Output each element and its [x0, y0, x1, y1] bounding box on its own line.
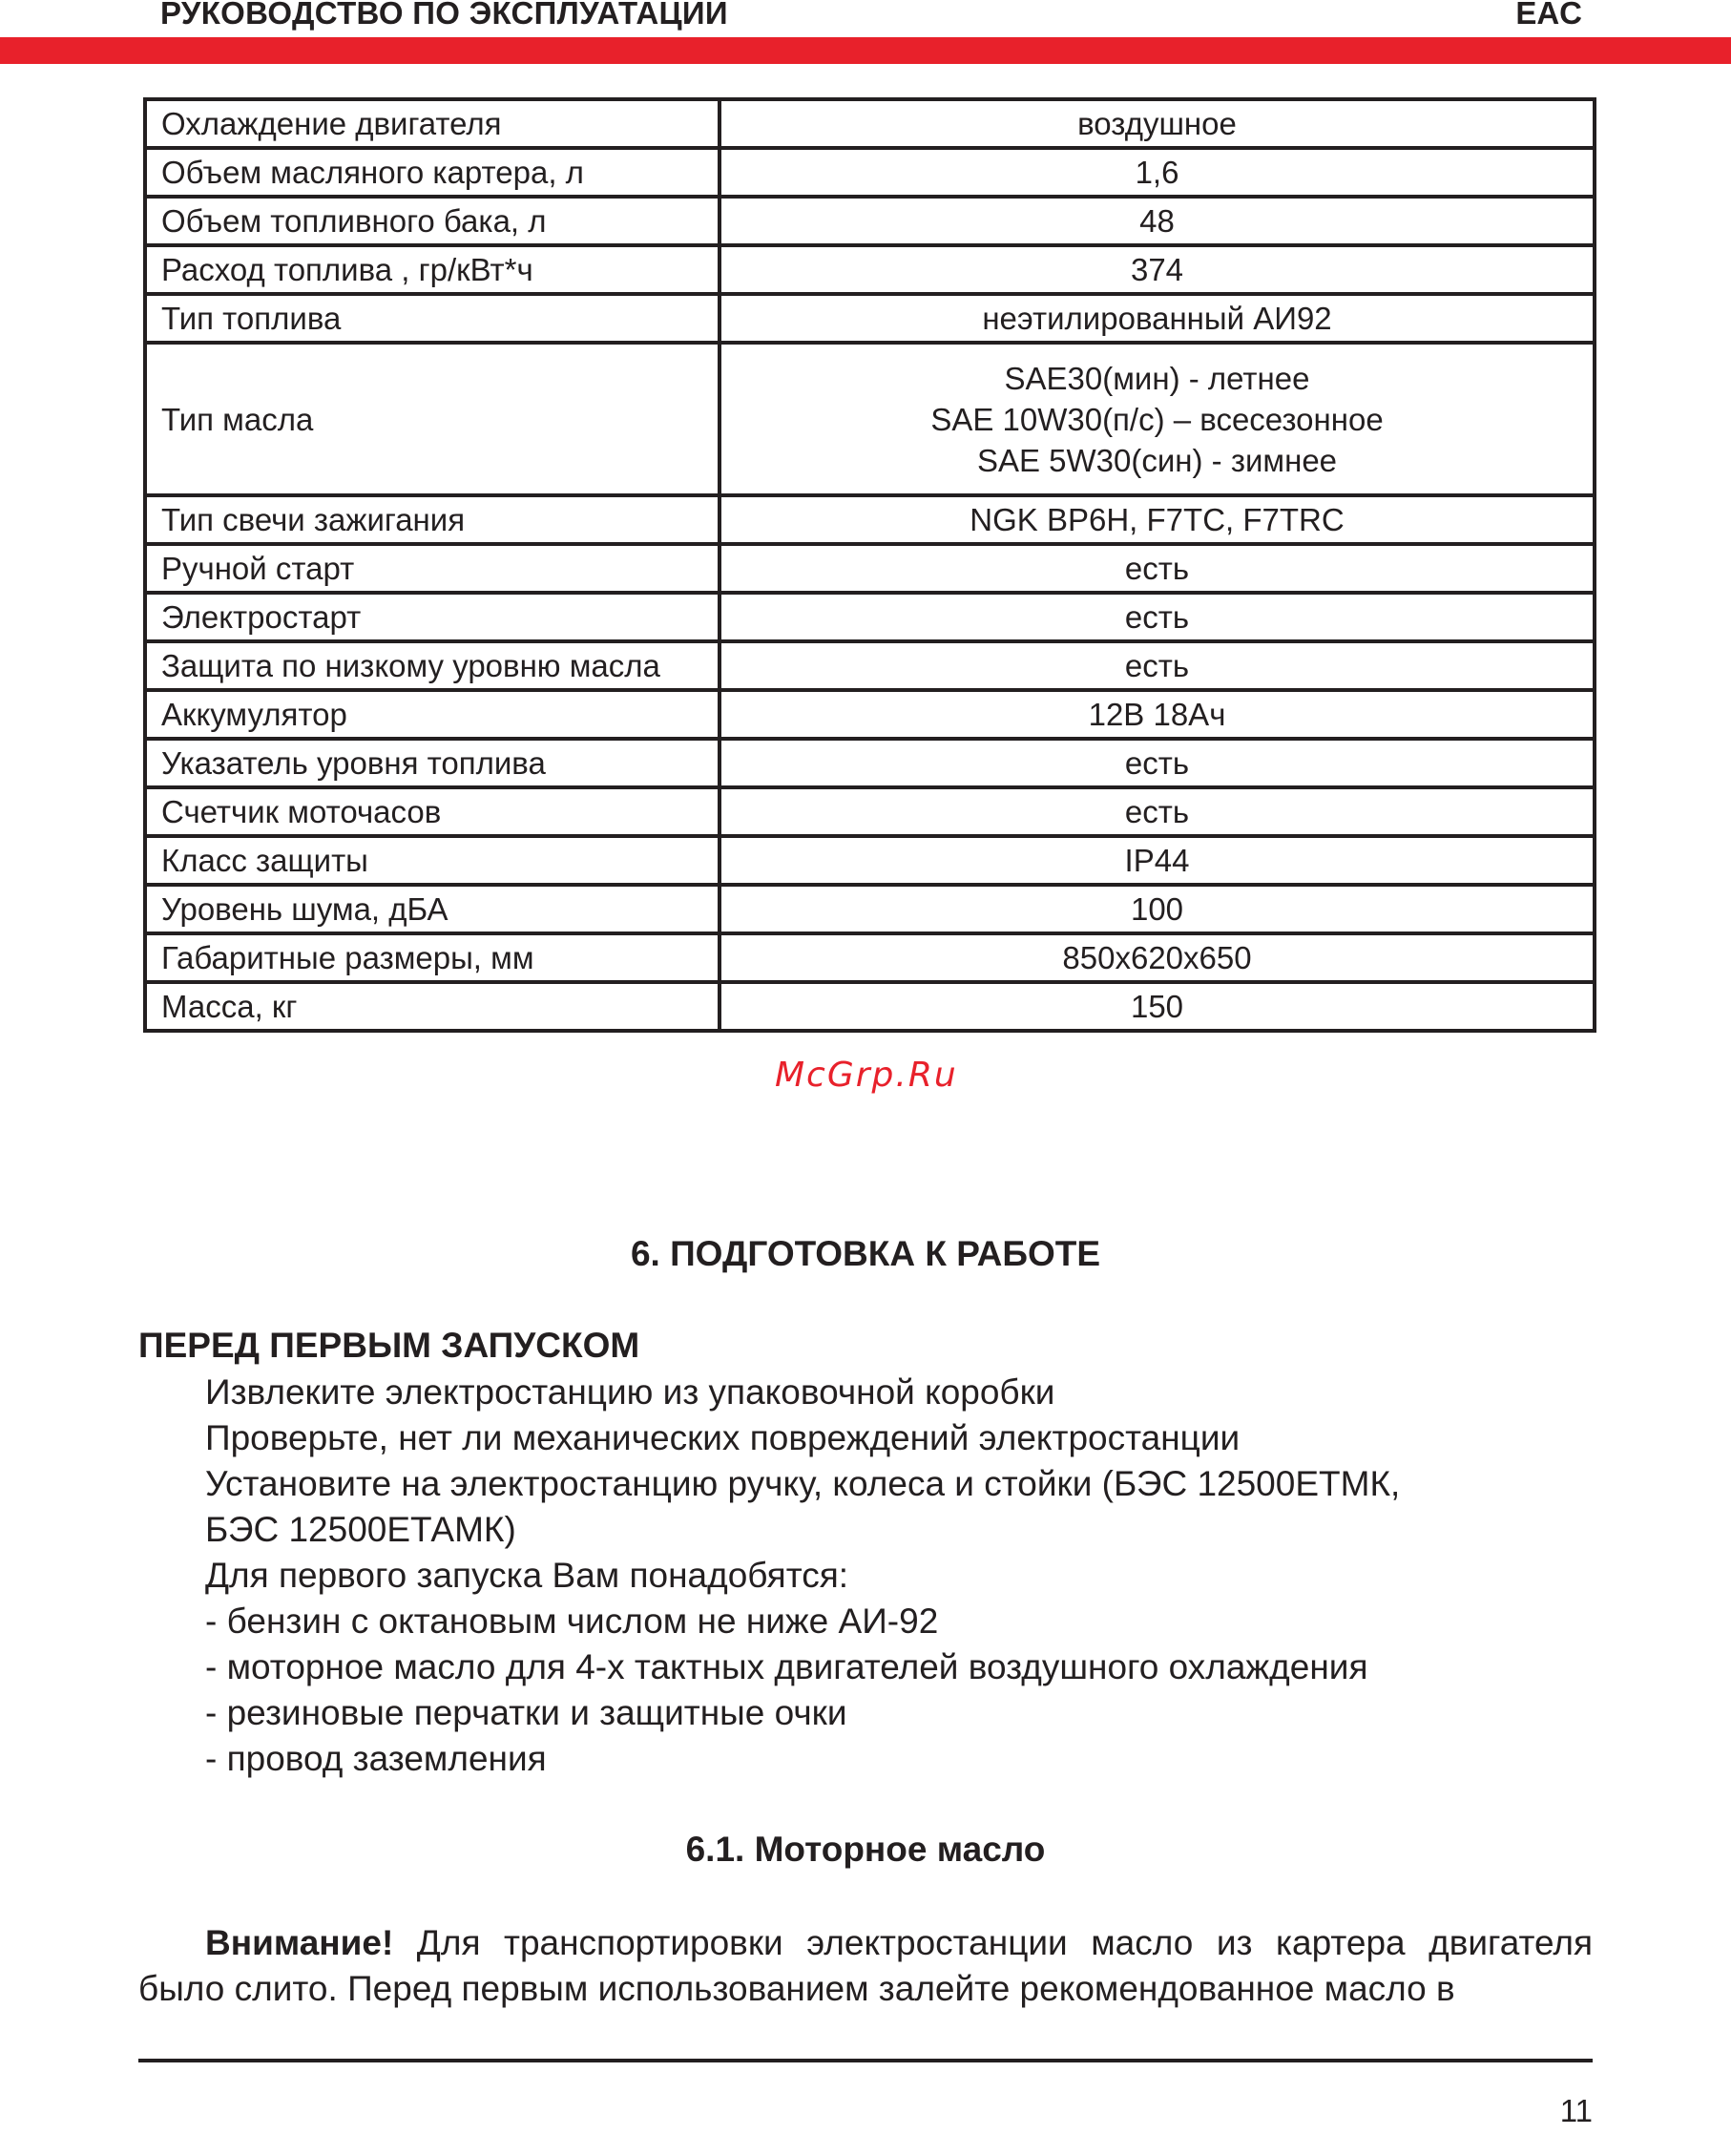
oil-type-line: SAE 5W30(син) - зимнее — [976, 442, 1338, 478]
spec-label: Класс защиты — [145, 836, 720, 885]
spec-label: Счетчик моточасов — [145, 787, 720, 836]
list-item: Установите на электростанцию ручку, колеса и стойки (БЭС 12500ЕТМК, — [205, 1464, 1401, 1503]
spec-label: Ручной старт — [145, 544, 720, 593]
table-row — [145, 99, 1595, 148]
list-item: Для первого запуска Вам понадобятся: — [205, 1556, 849, 1595]
spec-value: 374 — [720, 245, 1595, 294]
list-item: - резиновые перчатки и защитные очки — [205, 1693, 847, 1732]
spec-value: есть — [720, 641, 1595, 690]
sub-heading: ПЕРЕД ПЕРВЫМ ЗАПУСКОМ — [138, 1326, 640, 1365]
table-row — [145, 836, 1595, 885]
list-item: - моторное масло для 4-х тактных двигателей воздушного охлаждения — [205, 1647, 1368, 1686]
spec-label: Объем масляного картера, л — [145, 148, 720, 197]
list-item: Извлеките электростанцию из упаковочной коробки — [205, 1372, 1055, 1412]
list-item: - провод заземления — [205, 1739, 547, 1778]
table-row — [145, 148, 1595, 197]
spec-value: есть — [720, 544, 1595, 593]
spec-value: неэтилированный АИ92 — [720, 294, 1595, 343]
list-item: - бензин с октановым числом не ниже АИ-92 — [205, 1601, 939, 1641]
spec-label: Защита по низкому уровню масла — [145, 641, 720, 690]
spec-value: 100 — [720, 885, 1595, 933]
watermark: McGrp.Ru — [775, 1056, 958, 1095]
table-row — [145, 690, 1595, 739]
spec-label: Габаритные размеры, мм — [145, 933, 720, 982]
spec-value: 1,6 — [720, 148, 1595, 197]
list-item: БЭС 12500ЕТАМК) — [205, 1510, 516, 1549]
spec-label: Расход топлива , гр/кВт*ч — [145, 245, 720, 294]
spec-label: Указатель уровня топлива — [145, 739, 720, 787]
spec-value: 48 — [720, 197, 1595, 245]
table-row — [145, 787, 1595, 836]
table-row — [145, 982, 1595, 1031]
oil-type-line: SAE 10W30(п/с) – всесезонное — [930, 401, 1384, 437]
spec-value-multiline — [720, 343, 1595, 495]
warning-text: Для транспортировки электростанции масло из картера двигателя было слито. Перед первым использованием залейте рекомендованное масло в — [138, 1923, 1593, 2008]
preparation-list — [205, 1370, 1598, 1782]
spec-label: Тип топлива — [145, 294, 720, 343]
section-title: 6. ПОДГОТОВКА К РАБОТЕ — [630, 1234, 1101, 1273]
spec-value: 150 — [720, 982, 1595, 1031]
spec-value: есть — [720, 787, 1595, 836]
table-row — [145, 544, 1595, 593]
spec-value: NGK BP6H, F7TC, F7TRC — [720, 495, 1595, 544]
table-row — [145, 641, 1595, 690]
spec-label: Объем топливного бака, л — [145, 197, 720, 245]
spec-label: Охлаждение двигателя — [145, 99, 720, 148]
header-red-bar — [0, 37, 1731, 64]
spec-value: есть — [720, 593, 1595, 641]
table-row — [145, 593, 1595, 641]
list-item: Проверьте, нет ли механических повреждений электростанции — [205, 1418, 1241, 1457]
spec-label: Уровень шума, дБА — [145, 885, 720, 933]
table-row — [145, 739, 1595, 787]
table-row — [145, 197, 1595, 245]
spec-value: 850x620x650 — [720, 933, 1595, 982]
spec-label: Тип свечи зажигания — [145, 495, 720, 544]
spec-value: 12В 18Ач — [720, 690, 1595, 739]
spec-label: Электростарт — [145, 593, 720, 641]
spec-label: Тип масла — [145, 343, 720, 495]
header-title: РУКОВОДСТВО ПО ЭКСПЛУАТАЦИИ — [160, 0, 728, 31]
eac-mark: EAC — [1515, 0, 1582, 31]
oil-type-line: SAE30(мин) - летнее — [1004, 360, 1310, 396]
footer-divider — [138, 2059, 1593, 2062]
specifications-table — [143, 97, 1596, 1033]
table-row — [145, 885, 1595, 933]
warning-label: Внимание! — [205, 1923, 394, 1962]
table-row — [145, 294, 1595, 343]
page-number: 11 — [1559, 2093, 1593, 2128]
table-row — [145, 495, 1595, 544]
spec-value: есть — [720, 739, 1595, 787]
subsection-title: 6.1. Моторное масло — [685, 1830, 1046, 1869]
table-row — [145, 933, 1595, 982]
warning-paragraph — [138, 1920, 1593, 2012]
spec-value: IP44 — [720, 836, 1595, 885]
spec-label: Аккумулятор — [145, 690, 720, 739]
table-row — [145, 245, 1595, 294]
table-row — [145, 343, 1595, 495]
spec-label: Масса, кг — [145, 982, 720, 1031]
spec-value: воздушное — [720, 99, 1595, 148]
